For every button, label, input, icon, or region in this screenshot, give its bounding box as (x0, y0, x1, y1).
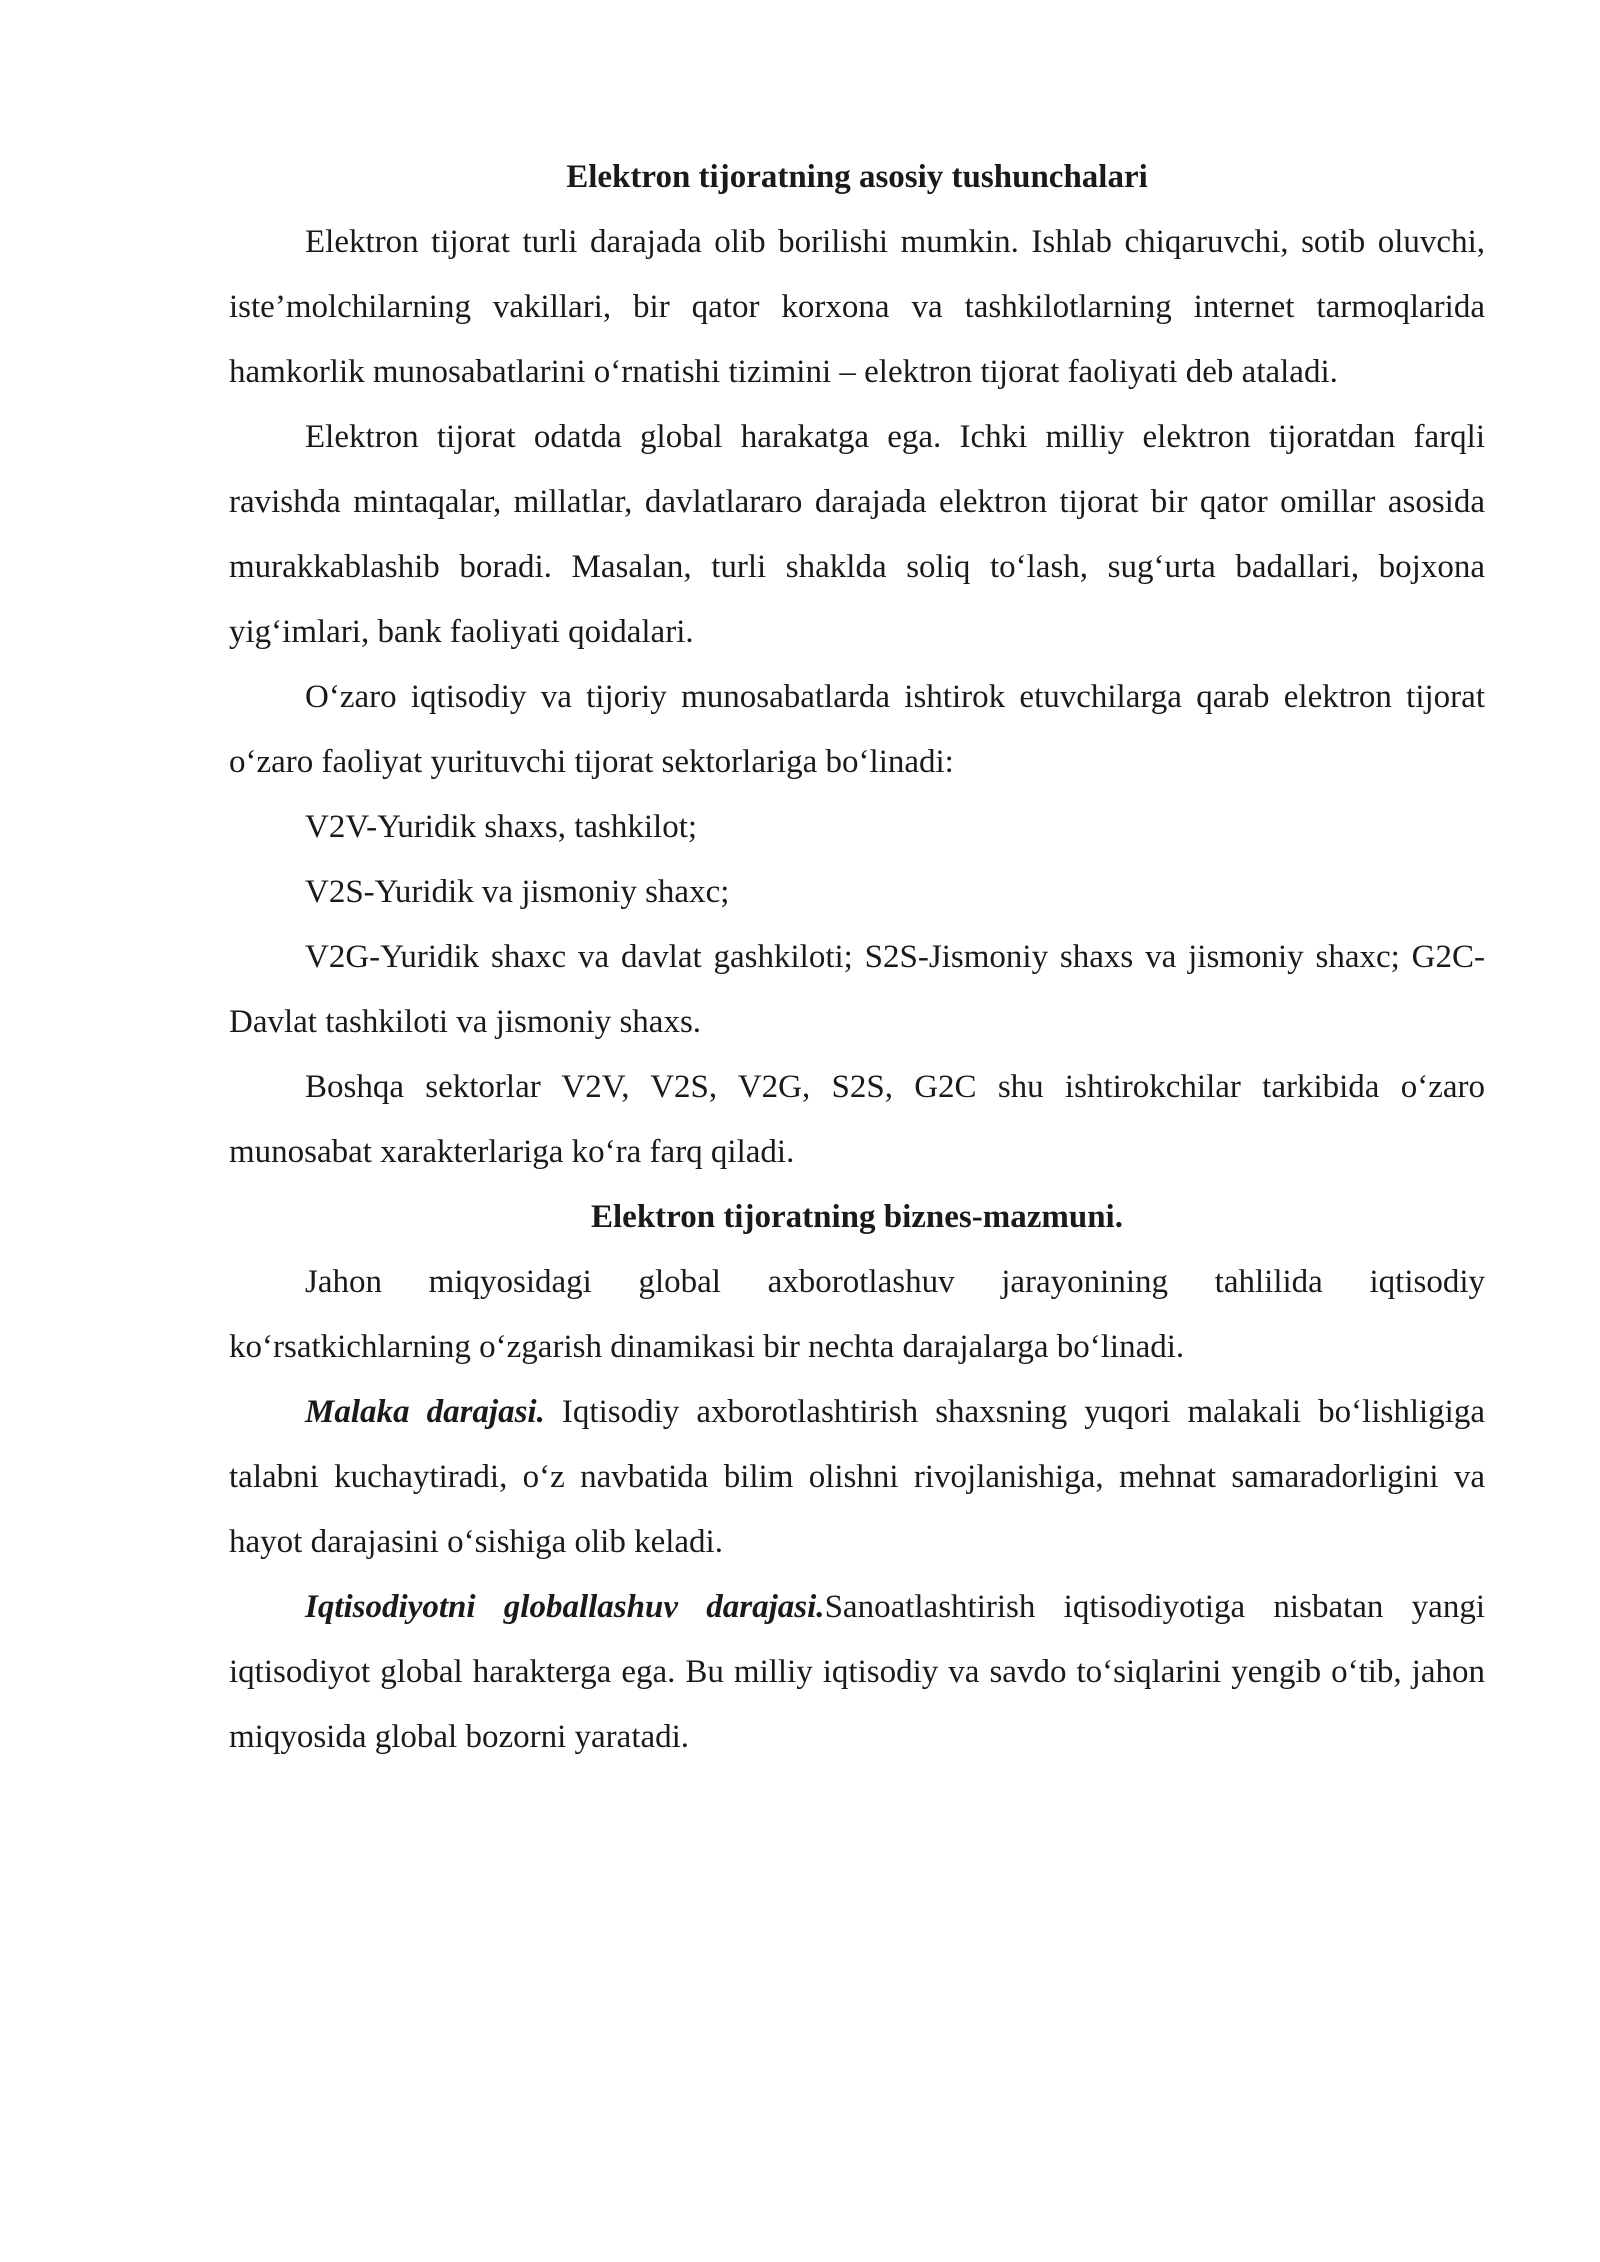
paragraph-globalization-level (229, 1575, 1485, 1770)
term-globalization-level: Iqtisodiyotni globallashuv darajasi. (305, 1589, 825, 1625)
document-page (229, 145, 1485, 1770)
section-heading-basic-concepts: Elektron tijoratning asosiy tushunchalari (566, 159, 1148, 195)
term-qualification-level: Malaka darajasi. (305, 1394, 545, 1430)
paragraph-definition: Elektron tijorat turli darajada olib borilishi mumkin. Ishlab chiqaruvchi, sotib oluvchi, iste’molchilarning vakillari, bir qator korxona va tashkilotlarning internet tarmoqlarida hamkorlik munosabatlarini oʻrnatishi tizimini – elektron tijorat faoliyati deb ataladi. (229, 224, 1485, 390)
paragraph-global-nature: Elektron tijorat odatda global harakatga ega. Ichki milliy elektron tijoratdan farqli ravishda mintaqalar, millatlar, davlatlararo darajada elektron tijorat bir qator omillar asosida murakkablashib boradi. Masalan, turli shaklda soliq toʻlash, sugʻurta badallari, bojxona yigʻimlari, bank faoliyati qoidalari. (229, 419, 1485, 650)
paragraph-sectors-intro: Oʻzaro iqtisodiy va tijoriy munosabatlarda ishtirok etuvchilarga qarab elektron tijorat oʻzaro faoliyat yurituvchi tijorat sektorlariga boʻlinadi: (229, 679, 1485, 780)
text-globalization-level: Sanoatlashtirish iqtisodiyotiga nisbatan yangi iqtisodiyot global harakterga ega. Bu milliy iqtisodiy va savdo toʻsiqlarini yengib oʻtib, jahon miqyosida global bozorni yaratadi. (229, 1589, 1485, 1755)
paragraph-qualification-level (229, 1380, 1485, 1575)
list-item-v2s: V2S-Yuridik va jismoniy shaxc; (305, 874, 730, 910)
paragraph-v2g-s2s-g2c: V2G-Yuridik shaxc va davlat gashkiloti; S2S-Jismoniy shaxs va jismoniy shaxc; G2C-Davlat tashkiloti va jismoniy shaxs. (229, 939, 1485, 1040)
list-item-v2v: V2V-Yuridik shaxs, tashkilot; (305, 809, 698, 845)
paragraph-global-informatization: Jahon miqyosidagi global axborotlashuv jarayonining tahlilida iqtisodiy koʻrsatkichlarning oʻzgarish dinamikasi bir nechta darajalarga boʻlinadi. (229, 1264, 1485, 1365)
paragraph-other-sectors: Boshqa sektorlar V2V, V2S, V2G, S2S, G2C shu ishtirokchilar tarkibida oʻzaro munosabat xarakterlariga koʻra farq qiladi. (229, 1069, 1485, 1170)
text-qualification-level: Iqtisodiy axborotlashtirish shaxsning yuqori malakali boʻlishligiga talabni kuchaytiradi, oʻz navbatida bilim olishni rivojlanishiga, mehnat samaradorligini va hayot darajasini oʻsishiga olib keladi. (229, 1394, 1485, 1560)
section-heading-business-content: Elektron tijoratning biznes-mazmuni. (591, 1199, 1123, 1235)
